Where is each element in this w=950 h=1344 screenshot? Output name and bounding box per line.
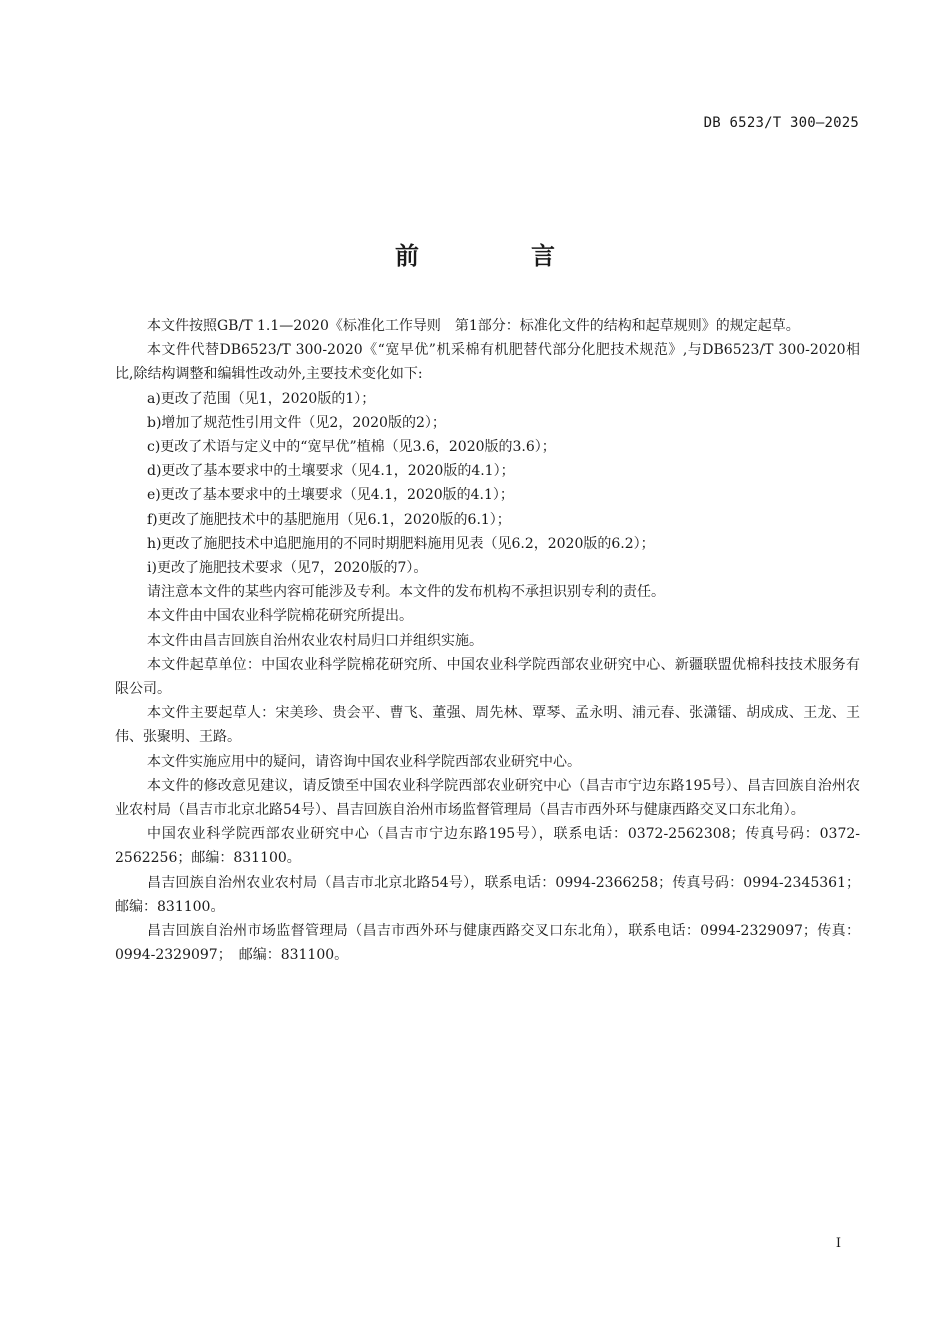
paragraph-drafting-units: 本文件起草单位：中国农业科学院棉花研究所、中国农业科学院西部农业研究中心、新疆联盟优棉科技技术服务有限公司。 bbox=[115, 656, 860, 698]
change-item-a: a)更改了范围（见1，2020版的1）； bbox=[147, 390, 376, 407]
change-item-e: e)更改了基本要求中的土壤要求（见4.1，2020版的4.1）； bbox=[147, 487, 514, 504]
page-number: I bbox=[835, 1236, 841, 1251]
paragraph-patent-notice: 请注意本文件的某些内容可能涉及专利。本文件的发布机构不承担识别专利的责任。 bbox=[147, 584, 665, 601]
contact-agriculture-bureau: 昌吉回族自治州农业农村局（昌吉市北京北路54号），联系电话：0994-2366258；传真号码：0994-2345361；邮编：831100。 bbox=[115, 874, 860, 915]
paragraph-replacement: 本文件代替DB6523/T 300-2020《“宽早优”机采棉有机肥替代部分化肥技术规范》,与DB6523/T 300-2020相比,除结构调整和编辑性改动外,主要技术变化如下: bbox=[115, 342, 860, 383]
change-item-i: i)更改了施肥技术要求（见7，2020版的7）。 bbox=[147, 560, 428, 577]
paragraph-feedback: 本文件的修改意见建议，请反馈至中国农业科学院西部农业研究中心（昌吉市宁边东路195号）、昌吉回族自治州农业农村局（昌吉市北京北路54号）、昌吉回族自治州市场监督管理局（昌吉市西外环与健康西路交叉口东北角）。 bbox=[115, 777, 860, 819]
page-title: 前 言 bbox=[395, 242, 599, 270]
change-item-d: d)更改了基本要求中的土壤要求（见4.1，2020版的4.1）； bbox=[147, 463, 515, 480]
paragraph-inquiry: 本文件实施应用中的疑问，请咨询中国农业科学院西部农业研究中心。 bbox=[147, 753, 581, 770]
change-item-h: h)更改了施肥技术中追肥施用的不同时期肥料施用见表（见6.2，2020版的6.2）； bbox=[147, 535, 655, 552]
foreword-body bbox=[115, 314, 860, 967]
change-item-f: f)更改了施肥技术中的基肥施用（见6.1，2020版的6.1）； bbox=[147, 511, 511, 528]
paragraph-proposer: 本文件由中国农业科学院棉花研究所提出。 bbox=[147, 608, 413, 625]
change-item-b: b)增加了规范性引用文件（见2，2020版的2）； bbox=[147, 414, 446, 431]
paragraph-drafting-basis: 本文件按照GB/T 1.1—2020《标准化工作导则 第1部分：标准化文件的结构和起草规则》的规定起草。 bbox=[147, 318, 800, 334]
change-item-c: c)更改了术语与定义中的“宽早优”植棉（见3.6，2020版的3.6）； bbox=[147, 439, 556, 456]
contact-market-supervision: 昌吉回族自治州市场监督管理局（昌吉市西外环与健康西路交叉口东北角），联系电话：0994-2329097；传真：0994-2329097； 邮编：831100。 bbox=[115, 923, 860, 964]
paragraph-administrator: 本文件由昌吉回族自治州农业农村局归口并组织实施。 bbox=[147, 632, 483, 649]
contact-research-center: 中国农业科学院西部农业研究中心（昌吉市宁边东路195号），联系电话：0372-2562308；传真号码：0372-2562256；邮编：831100。 bbox=[115, 826, 860, 867]
paragraph-drafters: 本文件主要起草人：宋美珍、贵会平、曹飞、董强、周先林、覃琴、孟永明、浦元春、张潇镭、胡成成、王龙、王伟、张聚明、王路。 bbox=[115, 705, 860, 746]
document-code: DB 6523/T 300—2025 bbox=[703, 115, 859, 131]
